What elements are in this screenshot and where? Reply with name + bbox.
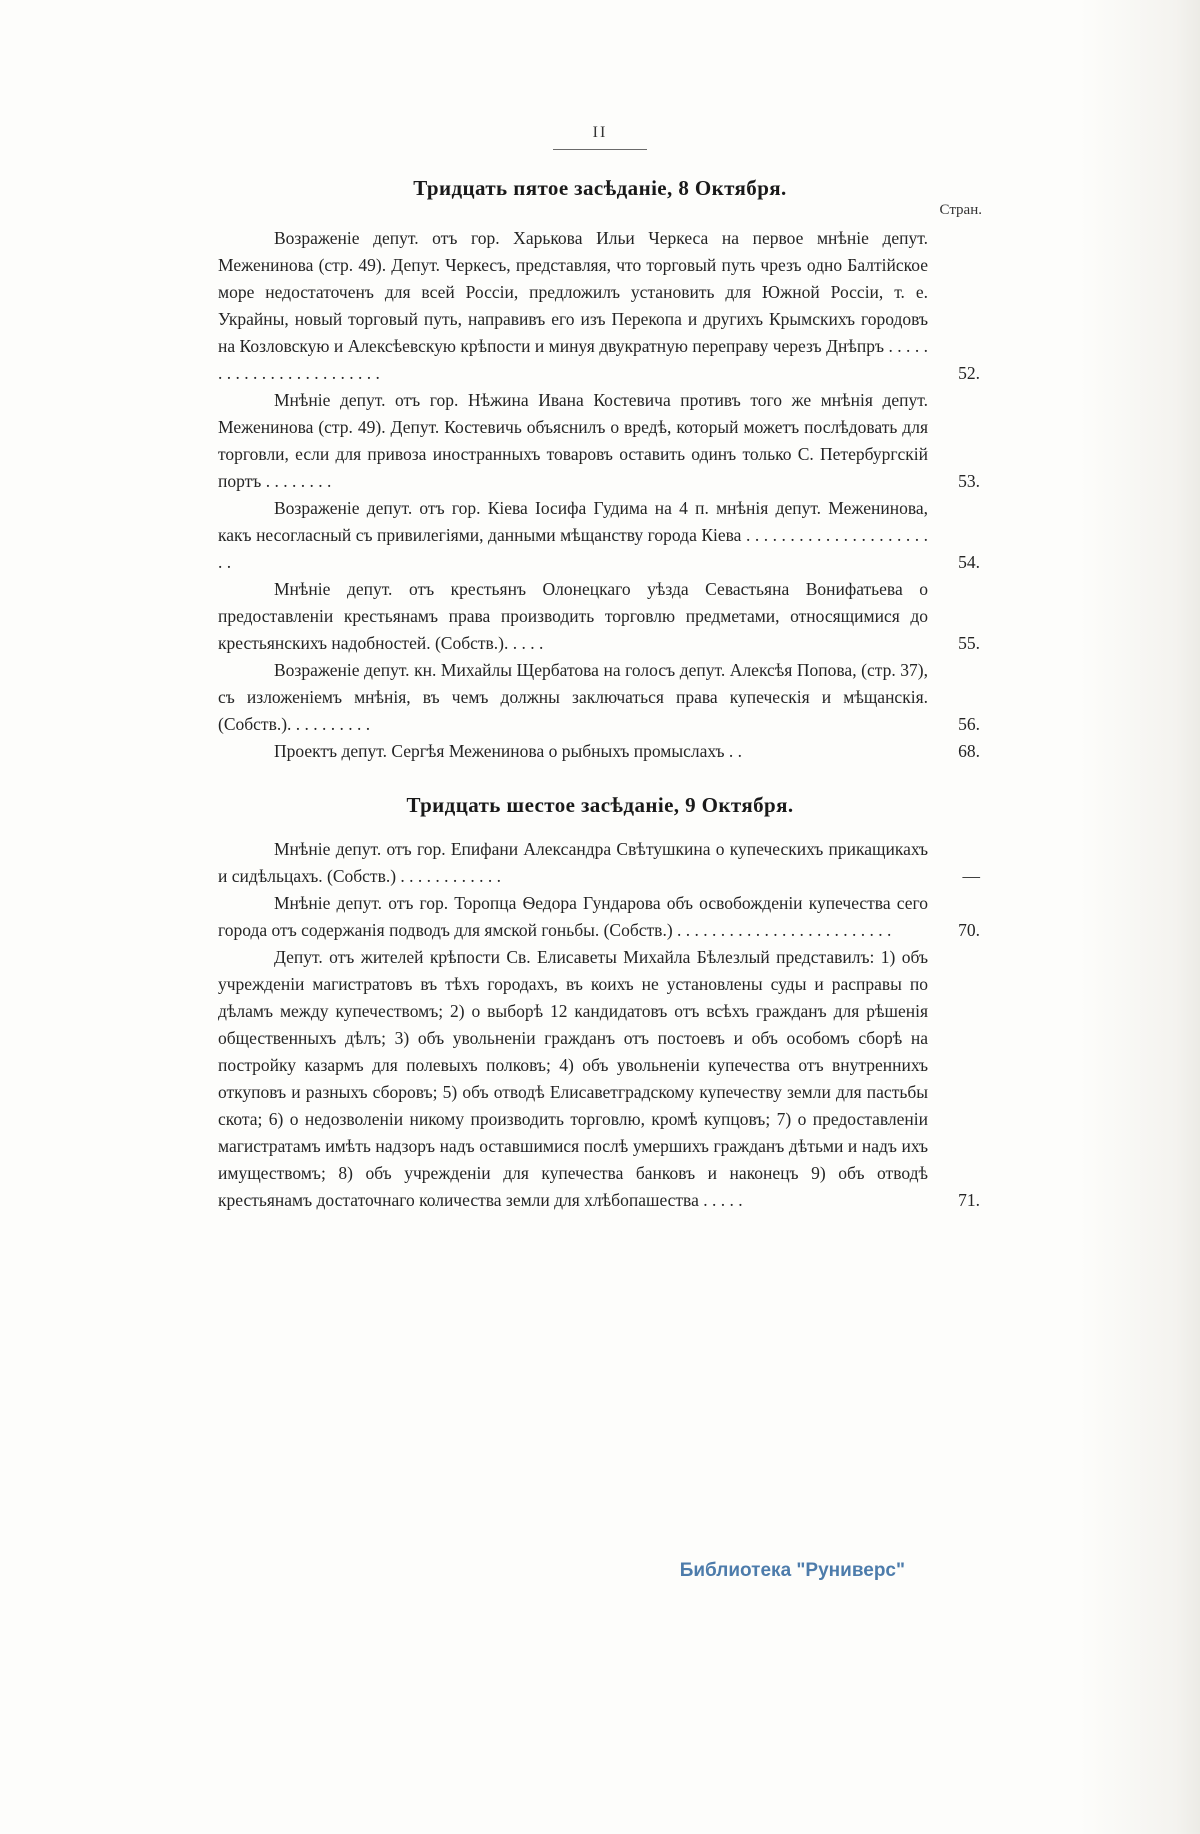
section-heading-35: Тридцать пятое засѣданіе, 8 Октября. bbox=[413, 176, 787, 200]
toc-entry bbox=[218, 576, 982, 657]
toc-entry bbox=[218, 944, 982, 1214]
section-heading-36: Тридцать шестое засѣданіе, 9 Октября. bbox=[406, 793, 794, 817]
entry-page-number: 70. bbox=[958, 920, 980, 940]
entry-text: Мнѣніе депут. отъ гор. Нѣжина Ивана Костевича противъ того же мнѣнія депут. Меженинова (стр. 49). Депут. Костевичь объяснилъ о вредѣ, который можетъ послѣдовать для торговли, если для привоза иностранныхъ товаровъ оставить одинъ только С. Петербургскій портъ . . . . . . . . bbox=[218, 390, 928, 491]
entry-text: Возраженіе депут. отъ гор. Харькова Ильи Черкеса на первое мнѣніе депут. Меженинова (стр. 49). Депут. Черкесъ, представляя, что торговый путь чрезъ одно Балтійское море недостаточенъ для всей Россіи, предложилъ установить для Южной Россіи, т. е. Украйны, новый торговый путь, направивъ его изъ Перекопа и другихъ Крымскихъ городовъ на Козловскую и Алексѣевскую крѣпости и минуя двукратную переправу черезъ Днѣпръ . . . . . . . . . . . . . . . . . . . . . . . . bbox=[218, 228, 928, 383]
entry-page-number: — bbox=[962, 866, 980, 886]
entry-text: Возраженіе депут. кн. Михайлы Щербатова на голосъ депут. Алексѣя Попова, (стр. 37), съ изложеніемъ мнѣнія, въ чемъ должны заключаться права купеческія и мѣщанскія. (Собств.). . . . . . . . . . bbox=[218, 660, 928, 734]
page-number: II bbox=[553, 124, 648, 150]
toc-entry bbox=[218, 387, 982, 495]
toc-entry bbox=[218, 738, 982, 765]
entry-page-number: 52. bbox=[958, 363, 980, 383]
toc-entry bbox=[218, 836, 982, 890]
toc-entry bbox=[218, 495, 982, 576]
entry-text: Мнѣніе депут. отъ крестьянъ Олонецкаго уѣзда Севастьяна Вонифатьева о предоставленіи крестьянамъ права производить торговлю предметами, относящимися до крестьянскихъ надобностей. (Собств.). . . . . bbox=[218, 579, 928, 653]
page-number-wrap bbox=[0, 0, 1200, 150]
entry-text: Возраженіе депут. отъ гор. Кіева Іосифа Гудима на 4 п. мнѣнія депут. Меженинова, какъ несогласный съ привилегіями, данными мѣщанству города Кіева . . . . . . . . . . . . . . . . . . . . . . . bbox=[218, 498, 928, 572]
entry-text: Депут. отъ жителей крѣпости Св. Елисаветы Михайла Бѣлезлый представилъ: 1) объ учрежденіи магистратовъ въ тѣхъ городахъ, въ коихъ не установлены суды и расправы по дѣламъ между купечествомъ; 2) о выборѣ 12 кандидатовъ отъ всѣхъ гражданъ для рѣшенія общественныхъ дѣлъ; 3) объ увольненіи гражданъ отъ постоевъ и объ особомъ сборѣ на постройку казармъ для полевыхъ полковъ; 4) объ увольненіи купечества отъ внутреннихъ откуповъ и разныхъ сборовъ; 5) объ отводѣ Елисаветградскому купечеству земли для пастьбы скота; 6) о недозволеніи никому производить торговлю, кромѣ купцовъ; 7) о предоставленіи магистратамъ имѣть надзоръ надъ оставшимися послѣ умершихъ гражданъ дѣтьми и надъ ихъ имуществомъ; 8) объ учрежденіи для купечества банковъ и наконецъ 9) объ отводѣ крестьянамъ достаточнаго количества земли для хлѣбопашества . . . . . bbox=[218, 947, 928, 1210]
entry-page-number: 71. bbox=[958, 1190, 980, 1210]
page-column-header: Стран. bbox=[939, 202, 982, 218]
entry-page-number: 54. bbox=[958, 552, 980, 572]
entry-page-number: 55. bbox=[958, 633, 980, 653]
entry-page-number: 53. bbox=[958, 471, 980, 491]
entry-text: Проектъ депут. Сергѣя Меженинова о рыбныхъ промыслахъ . . bbox=[274, 741, 743, 761]
toc-content bbox=[218, 176, 982, 1214]
library-watermark: Библиотека "Руниверс" bbox=[679, 1560, 905, 1581]
toc-entry bbox=[218, 225, 982, 387]
toc-entry bbox=[218, 890, 982, 944]
entry-page-number: 56. bbox=[958, 714, 980, 734]
toc-entry bbox=[218, 657, 982, 738]
entry-text: Мнѣніе депут. отъ гор. Торопца Ѳедора Гундарова объ освобожденіи купечества сего города отъ содержанія подводъ для ямской гоньбы. (Собств.) . . . . . . . . . . . . . . . . . . . . . . . . . bbox=[218, 893, 928, 940]
entry-text: Мнѣніе депут. отъ гор. Епифани Александра Свѣтушкина о купеческихъ прикащикахъ и сидѣльцахъ. (Собств.) . . . . . . . . . . . . bbox=[218, 839, 928, 886]
entry-page-number: 68. bbox=[958, 741, 980, 761]
